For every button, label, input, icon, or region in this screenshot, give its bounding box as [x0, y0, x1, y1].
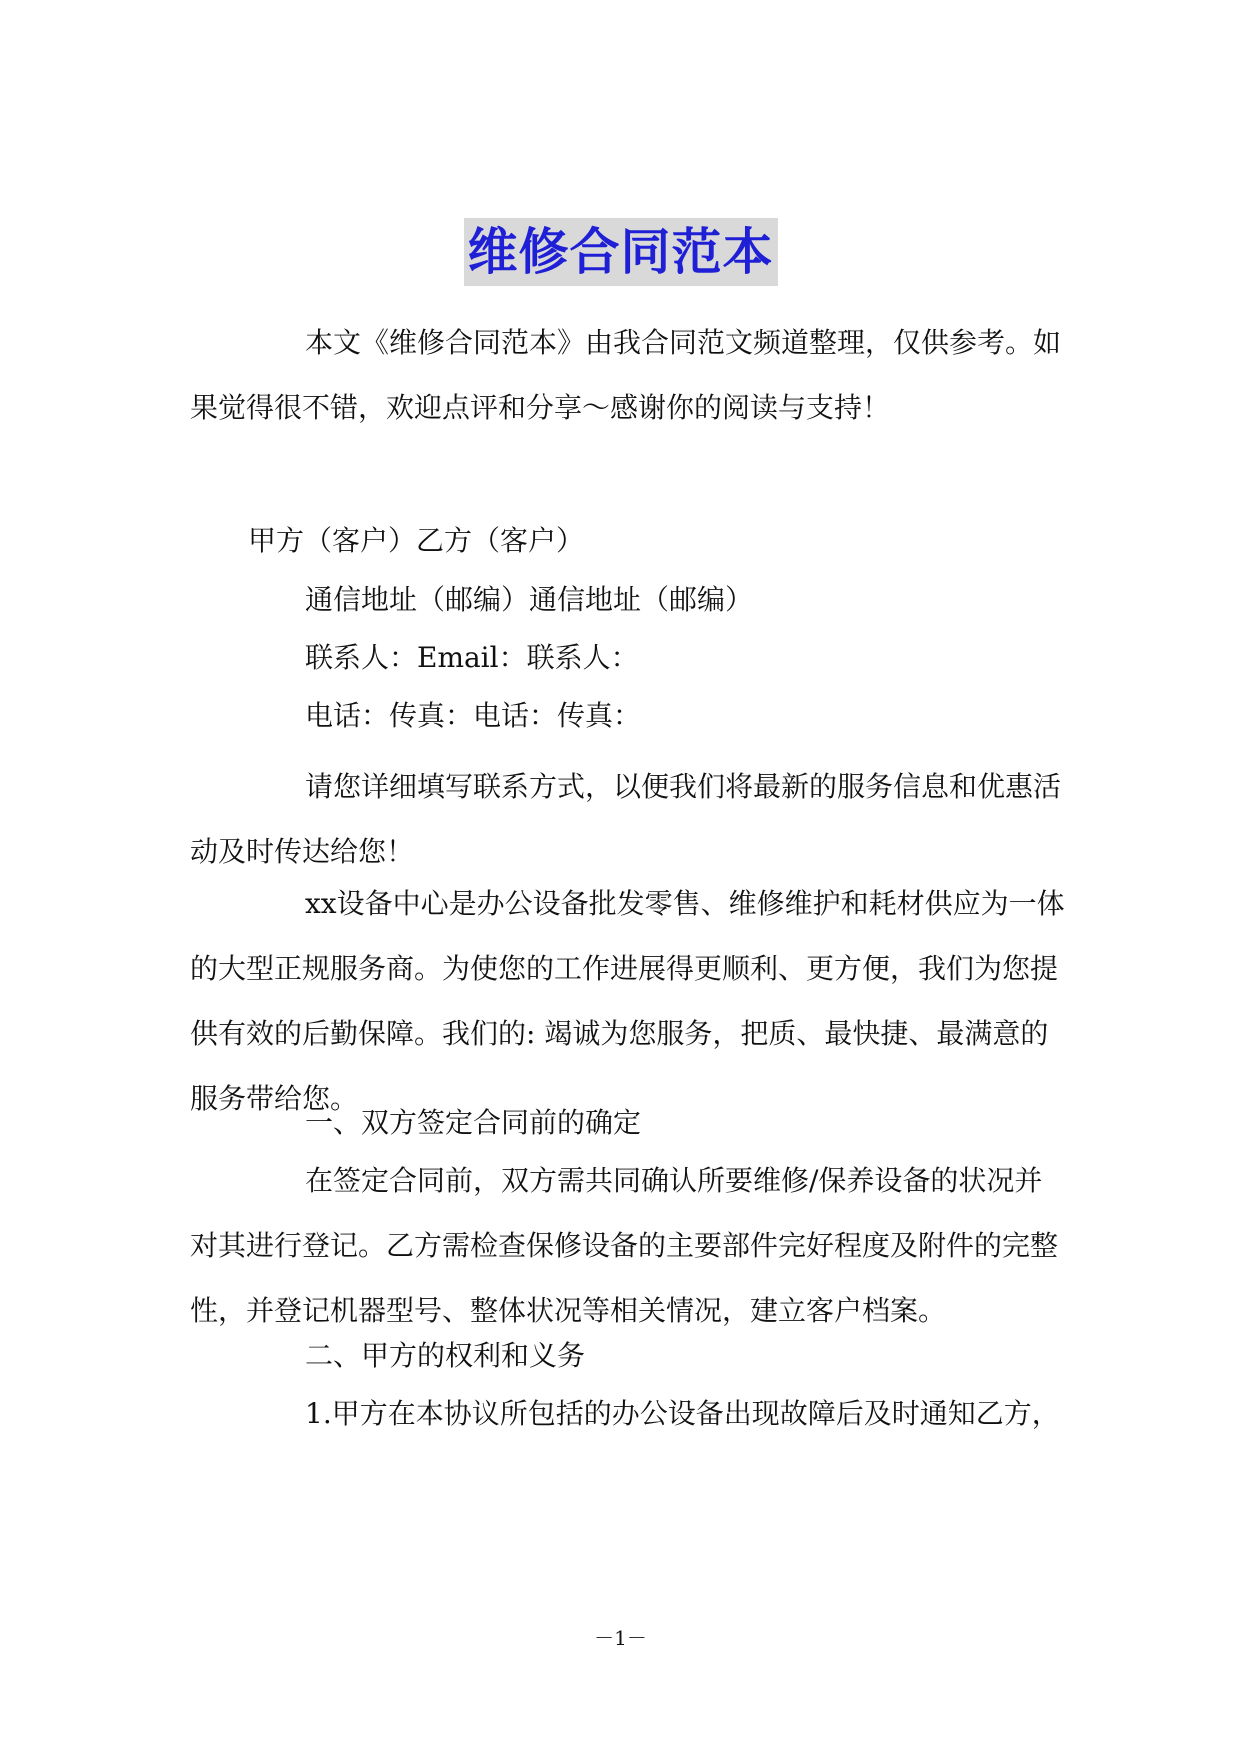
title-container: [0, 218, 1241, 286]
phone-line: 电话：传真：电话：传真：: [305, 699, 642, 732]
intro-paragraph: 本文《维修合同范本》由我合同范文频道整理，仅供参考。如果觉得很不错，欢迎点评和分享～感谢你的阅读与支持！: [190, 326, 1062, 424]
item-1: 1.甲方在本协议所包括的办公设备出现故障后及时通知乙方，: [305, 1397, 1060, 1430]
request-paragraph: 请您详细填写联系方式，以便我们将最新的服务信息和优惠活动及时传达给您！: [190, 770, 1062, 868]
document-title: 维修合同范本: [464, 218, 778, 286]
party-line: 甲方（客户）乙方（客户）: [248, 524, 585, 557]
company-paragraph: xx设备中心是办公设备批发零售、维修维护和耗材供应为一体的大型正规服务商。为使您的工作进展得更顺利、更方便，我们为您提供有效的后勤保障。我们的: 竭诚为您服务，把质、最快捷、最满意的服务带给您。: [190, 887, 1065, 1115]
page-number: －1－: [594, 1626, 647, 1650]
contact-line: 联系人：Email：联系人：: [305, 641, 639, 674]
section1-heading: 一、双方签定合同前的确定: [305, 1106, 642, 1139]
section2-heading: 二、甲方的权利和义务: [305, 1339, 586, 1372]
section1-paragraph: 在签定合同前，双方需共同确认所要维修/保养设备的状况并对其进行登记。乙方需检查保修设备的主要部件完好程度及附件的完整性，并登记机器型号、整体状况等相关情况，建立客户档案。: [190, 1164, 1059, 1327]
address-line: 通信地址（邮编）通信地址（邮编）: [305, 583, 754, 616]
